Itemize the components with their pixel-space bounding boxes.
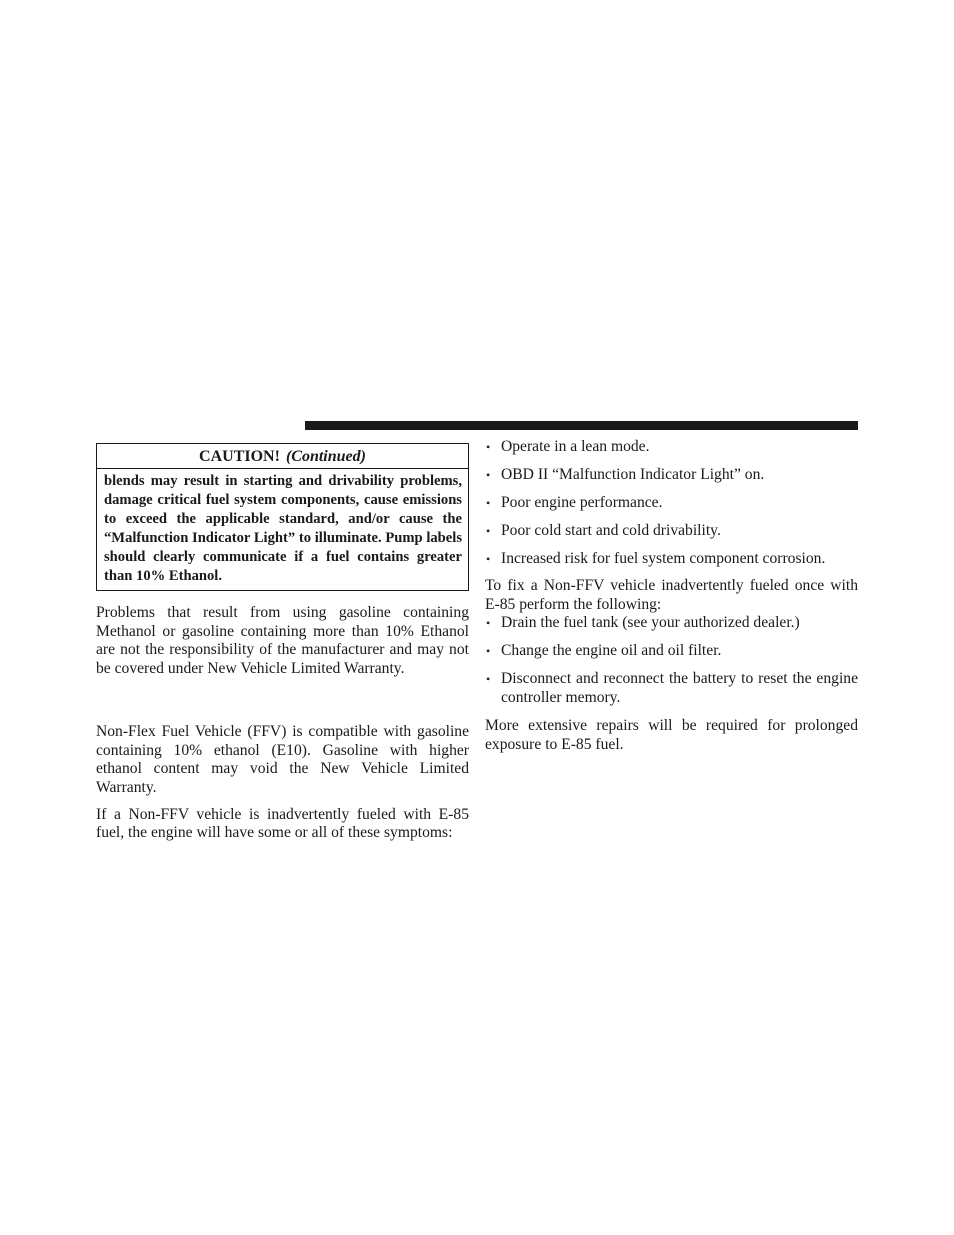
left-column bbox=[96, 443, 469, 843]
right-column bbox=[485, 438, 858, 754]
caution-label: CAUTION! bbox=[199, 448, 280, 465]
list-item: • OBD II “Malfunction Indicator Light” on. bbox=[485, 466, 858, 485]
e85-symptoms-intro: If a Non-FFV vehicle is inadvertently fueled with E-85 fuel, the engine will have some or all of these symptoms: bbox=[96, 805, 469, 842]
non-ffv-compatibility-paragraph: Non-Flex Fuel Vehicle (FFV) is compatible with gasoline containing 10% ethanol (E10). Gasoline with higher ethanol content may void the New Vehicle Limited Warranty. bbox=[96, 722, 469, 796]
list-item: • Disconnect and reconnect the battery to reset the engine controller memory. bbox=[485, 670, 858, 707]
caution-header bbox=[97, 444, 468, 469]
header-rule bbox=[305, 421, 858, 430]
list-item: • Change the engine oil and oil filter. bbox=[485, 642, 858, 661]
list-item: • Poor engine performance. bbox=[485, 494, 858, 513]
list-item: • Increased risk for fuel system component corrosion. bbox=[485, 550, 858, 569]
fix-intro-paragraph: To fix a Non-FFV vehicle inadvertently fueled once with E-85 perform the following: bbox=[485, 577, 858, 613]
caution-box bbox=[96, 443, 469, 591]
list-item: • Operate in a lean mode. bbox=[485, 438, 858, 457]
section-spacer bbox=[96, 679, 469, 707]
closing-paragraph: More extensive repairs will be required for prolonged exposure to E-85 fuel. bbox=[485, 716, 858, 753]
fix-steps-list bbox=[485, 614, 858, 707]
caution-continued: (Continued) bbox=[285, 448, 366, 465]
methanol-warning-paragraph: Problems that result from using gasoline containing Methanol or gasoline containing more than 10% Ethanol are not the responsibility of the manufacturer and may not be covered under New Vehicle Limited Warranty. bbox=[96, 604, 469, 678]
list-item: • Drain the fuel tank (see your authorized dealer.) bbox=[485, 614, 858, 633]
list-item: • Poor cold start and cold drivability. bbox=[485, 522, 858, 541]
caution-body: blends may result in starting and drivability problems, damage critical fuel system components, cause emissions to exceed the applicable standard, and/or cause the “Malfunction Indicator Light” to illuminate. Pump labels should clearly communicate if a fuel contains greater than 10% Ethanol. bbox=[104, 473, 462, 584]
symptom-list bbox=[485, 438, 858, 569]
